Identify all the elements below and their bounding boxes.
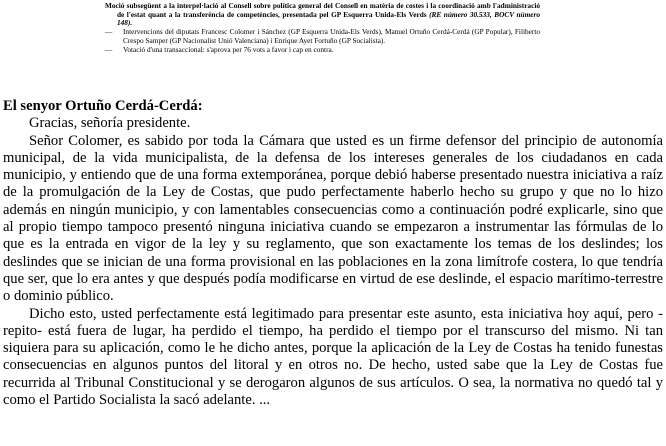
summary-item-interventions	[105, 28, 540, 45]
motion-reference: (RE número 30.533, BOCV número 148).	[117, 9, 540, 28]
vote-text: Votació d'una transaccional: s'aprova per 76 vots a favor i cap en contra.	[123, 44, 334, 54]
dash-bullet: —	[105, 44, 113, 54]
session-summary	[105, 2, 540, 55]
speech-paragraph-greeting: Gracias, señoría presidente.	[29, 115, 191, 132]
dash-bullet: —	[105, 27, 113, 37]
motion-heading	[105, 2, 540, 28]
speech-body	[3, 98, 663, 409]
speaker-name: El senyor Ortuño Cerdá-Cerdá:	[3, 98, 203, 114]
interventions-text: Intervencions del diputats Francesc Colomer i Sánchez (GP Esquerra Unida-Els Verds), Manuel Ortuño Cerdá-Cerdá (GP Popular), Filiberto Crespo Samper (GP Nacionalist Unió Valenciana) i Enrique Ayet Fortuño (GP Socialista).	[123, 27, 540, 45]
summary-item-vote	[105, 46, 540, 55]
motion-heading-text: Moció subsegüent a la interpel·lació al Consell sobre política general del Consell en matèria de costes i la coordinació amb l'administració de l'estat quant a la transferència de competències, presentada pel GP Esquerra Unida-Els Verds	[105, 1, 540, 19]
speech-paragraph: Señor Colomer, es sabido por toda la Cámara que usted es un firme defensor del principio de autonomía municipal, de la vida municipalista, de la defensa de los intereses generales de los ciudadanos en cada municipio, y entiendo que de una forma extemporánea, porque debió haberse presentado nuestra iniciativa a raíz de la promulgación de la Ley de Costas, que pudo perfectamente haberlo hecho su grupo y que no lo hizo además en ningún municipio, y con lamentables consecuencias como a continuación podré explicarle, sino que al propio tiempo tampoco presentó ninguna iniciativa cuando se empezaron a instrumentar las fórmulas de lo que es la entrada en vigor de la ley y su reglamento, que son exactamente los temas de los deslindes; los deslindes que se inician de una forma provisional en las poblaciones en la zona limítrofe costera, lo que tendría que ser, que lo era antes y que después podía modificarse en virtud de ese deslinde, el espacio marítimo-terrestre o dominio público.	[3, 132, 663, 305]
speech-paragraph: Dicho esto, usted perfectamente está legitimado para presentar este asunto, esta iniciativa hoy aquí, pero -repito- está fuera de lugar, ha perdido el tiempo, ha perdido el tiempo por el transcurso del mismo. Ni tan siquiera para su aplicación, como le he dicho antes, porque la aplicación de la Ley de Costas ha tenido funestas consecuencias en algunos puntos del litoral y en otros no. De hecho, usted sabe que la Ley de Costas fue recurrida al Tribunal Constitucional y se derogaron algunos de sus artículos. O sea, la normativa no quedó tal y como el Partido Socialista la sacó adelante. ...	[3, 305, 663, 409]
